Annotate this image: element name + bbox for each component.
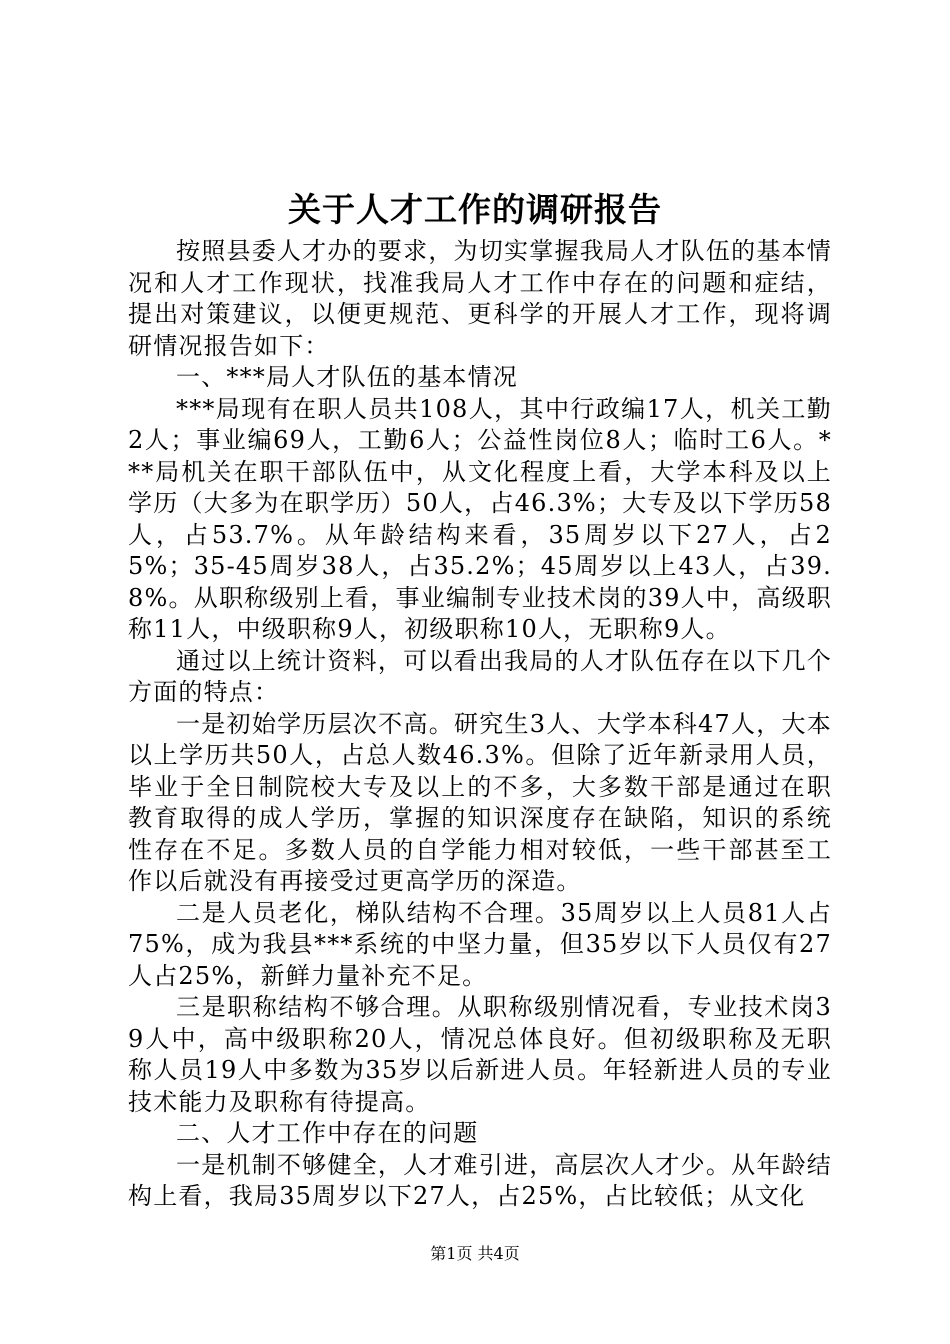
paragraph-characteristics-intro: 通过以上统计资料，可以看出我局的人才队伍存在以下几个方面的特点： xyxy=(128,646,832,706)
paragraph-aging-structure: 二是人员老化，梯队结构不合理。35周岁以上人员81人占75%，成为我县***系统的中坚力量，但35岁以下人员仅有27人占25%，新鲜力量补充不足。 xyxy=(128,898,832,990)
page-footer: 第1页 共4页 xyxy=(430,1244,520,1263)
paragraph-mechanism-issue: 一是机制不够健全，人才难引进，高层次人才少。从年龄结构上看，我局35周岁以下27人，占25%，占比较低；从文化 xyxy=(128,1150,832,1210)
paragraph-intro: 按照县委人才办的要求，为切实掌握我局人才队伍的基本情况和人才工作现状，找准我局人才工作中存在的问题和症结，提出对策建议，以便更规范、更科学的开展人才工作，现将调研情况报告如下： xyxy=(128,237,832,360)
paragraph-title-structure: 三是职称结构不够合理。从职称级别情况看，专业技术岗39人中，高中级职称20人，情况总体良好。但初级职称及无职称人员19人中多数为35岁以后新进人员。年轻新进人员的专业技术能力及职称有待提高。 xyxy=(128,993,832,1116)
document-title: 关于人才工作的调研报告 xyxy=(288,190,662,229)
document-body xyxy=(128,236,832,1213)
paragraph-staff-overview: ***局现有在职人员共108人，其中行政编17人，机关工勤2人；事业编69人，工勤6人；公益性岗位8人；临时工6人。***局机关在职干部队伍中，从文化程度上看，大学本科及以上学历（大多为在职学历）50人，占46.3%；大专及以下学历58人，占53.7%。从年龄结构来看，35周岁以下27人，占25%；35-45周岁38人，占35.2%；45周岁以上43人，占39.8%。从职称级别上看，事业编制专业技术岗的39人中，高级职称11人，中级职称9人，初级职称10人，无职称9人。 xyxy=(128,394,832,643)
section-heading-1: 一、***局人才队伍的基本情况 xyxy=(176,363,518,391)
paragraph-education-level: 一是初始学历层次不高。研究生3人、大学本科47人，大本以上学历共50人，占总人数46.3%。但除了近年新录用人员，毕业于全日制院校大专及以上的不多，大多数干部是通过在职教育取得的成人学历，掌握的知识深度存在缺陷，知识的系统性存在不足。多数人员的自学能力相对较低，一些干部甚至工作以后就没有再接受过更高学历的深造。 xyxy=(128,709,832,895)
section-heading-2: 二、人才工作中存在的问题 xyxy=(176,1119,479,1147)
